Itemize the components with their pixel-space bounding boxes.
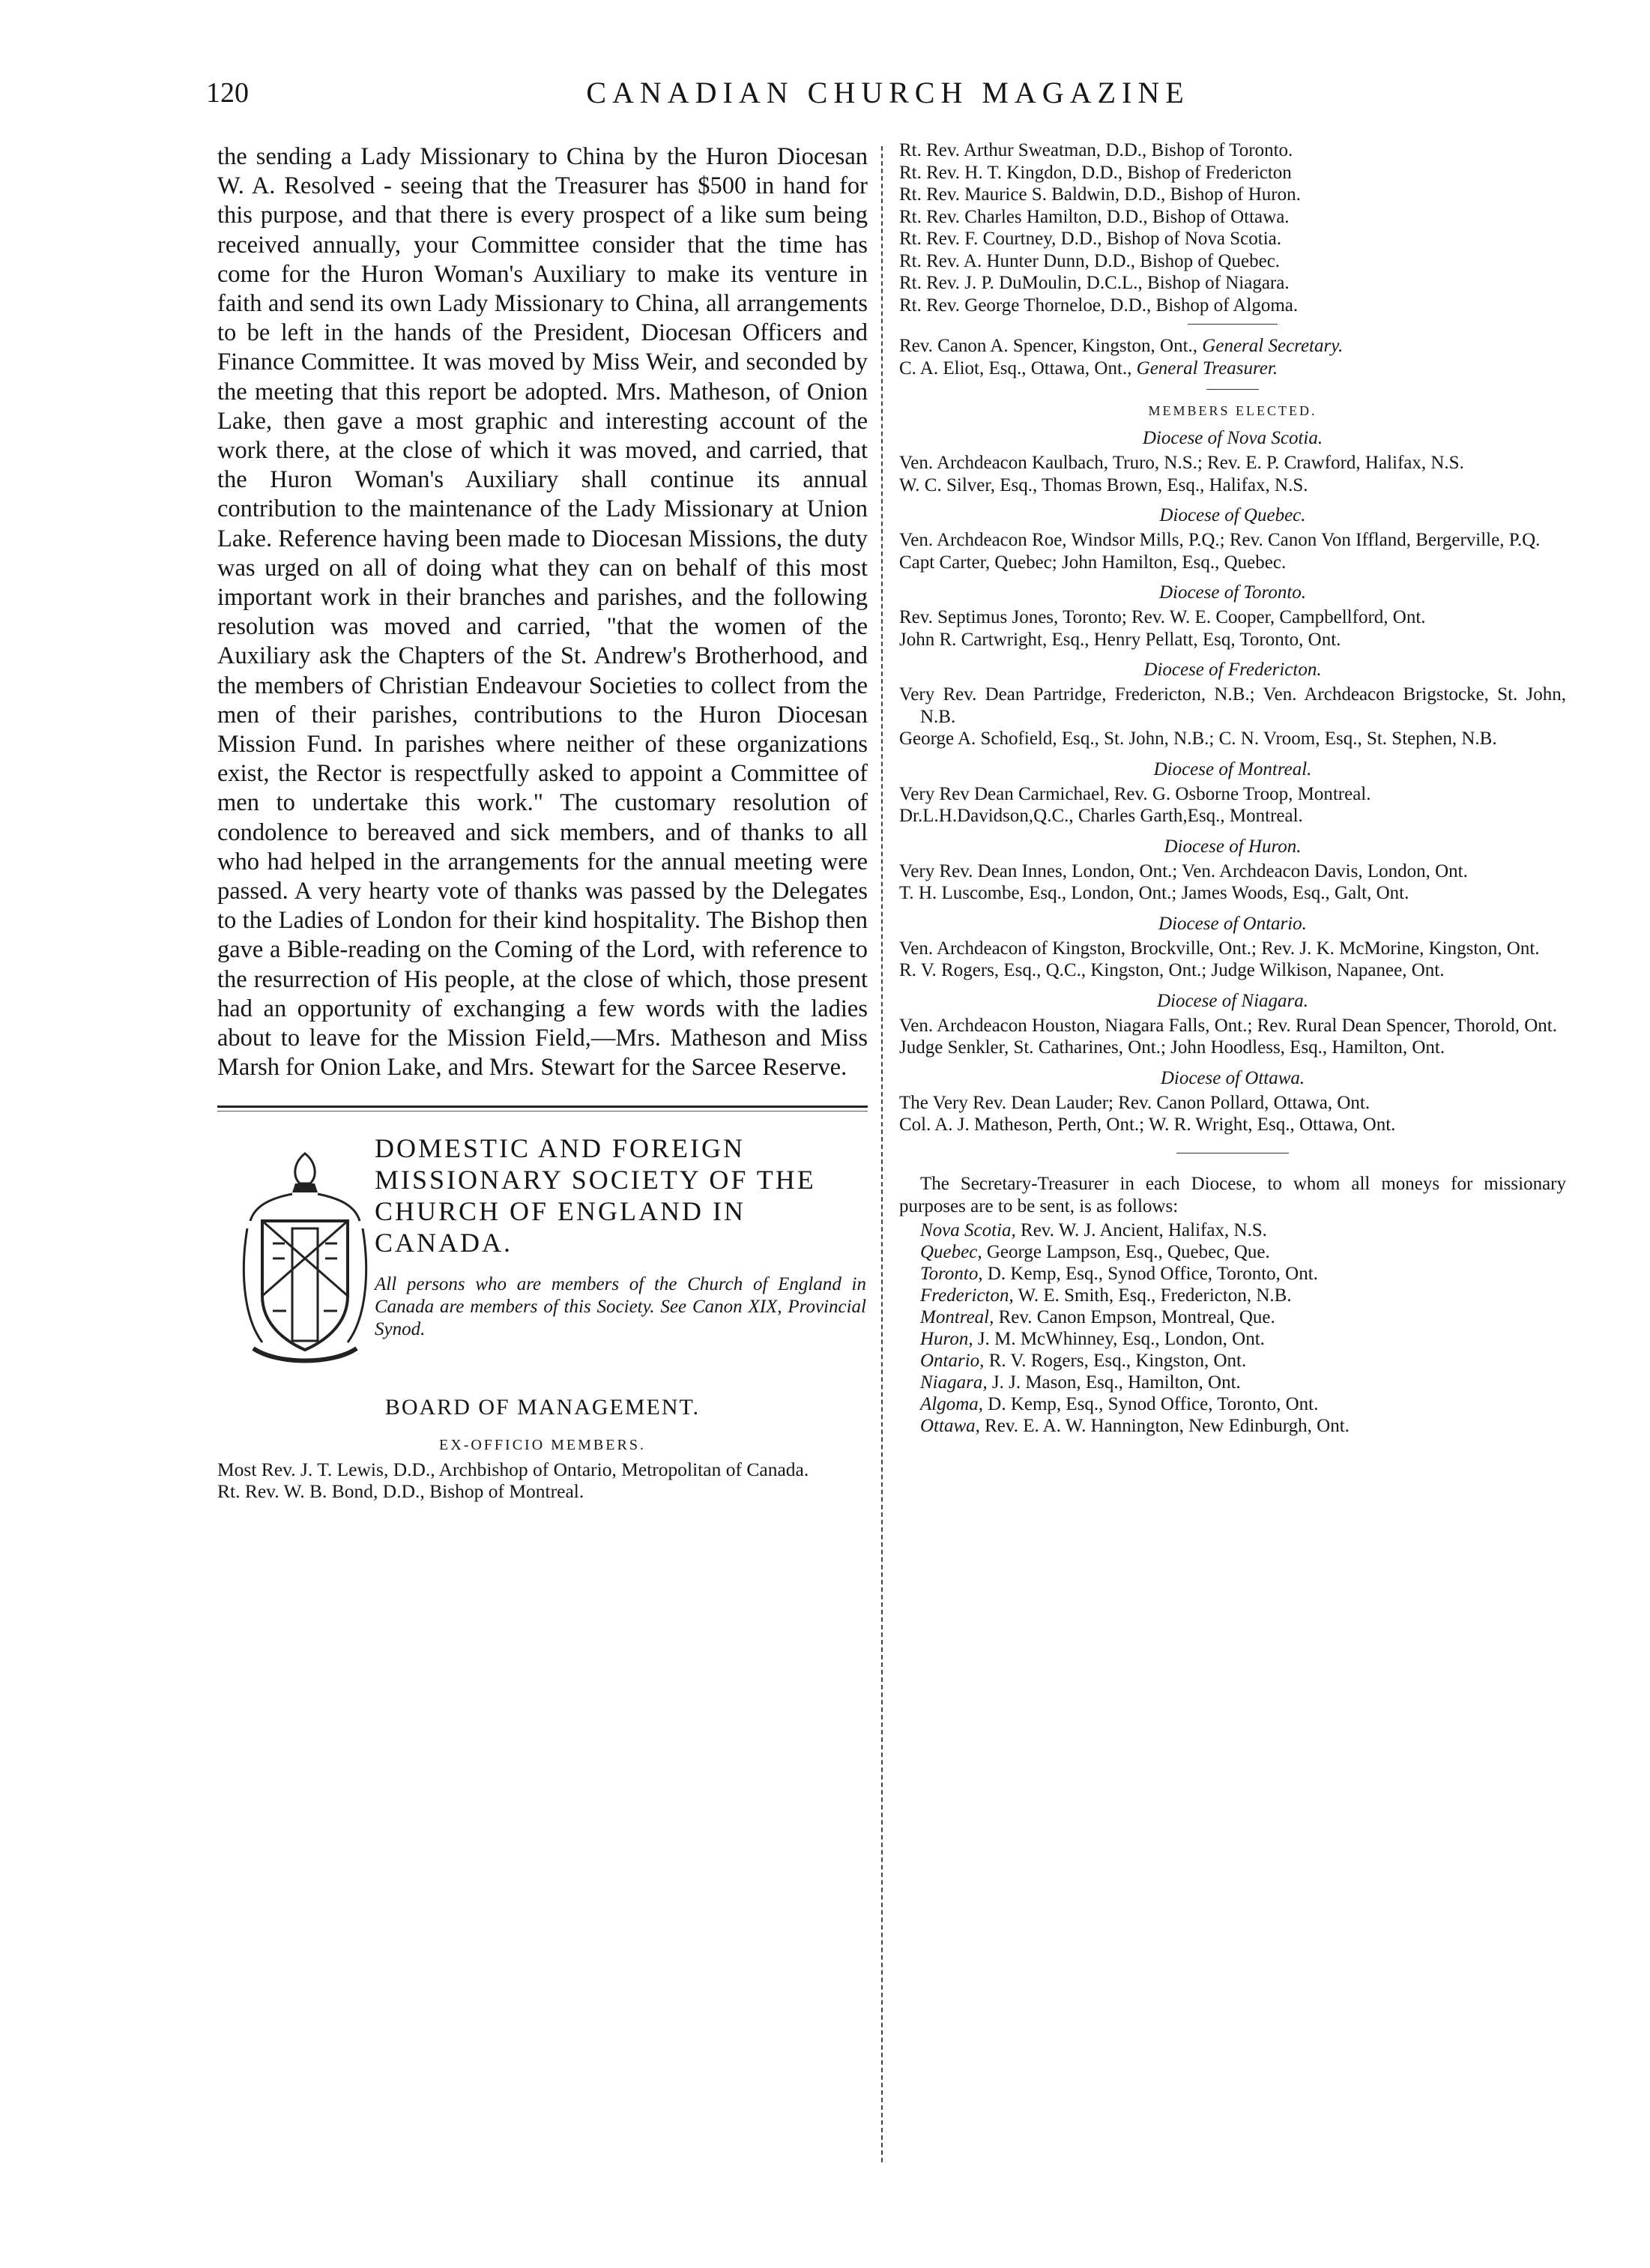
list-item: Very Rev. Dean Partridge, Fredericton, N.B.; Ven. Archdeacon Brigstocke, St. John, N.B. xyxy=(899,684,1566,727)
list-item: Nova Scotia, Rev. W. J. Ancient, Halifax, N.S. xyxy=(920,1219,1267,1240)
board-heading: BOARD OF MANAGEMENT. xyxy=(384,1394,701,1420)
diocese-section-ottawa xyxy=(899,1068,1566,1136)
list-item: Very Rev. Dean Innes, London, Ont.; Ven. Archdeacon Davis, London, Ont. xyxy=(899,860,1468,881)
diocese-name: Diocese of Quebec. xyxy=(1159,505,1306,525)
list-item: The Very Rev. Dean Lauder; Rev. Canon Pollard, Ottawa, Ont. xyxy=(899,1092,1371,1113)
secretary-treasurers-list xyxy=(899,1219,1566,1437)
general-secretary xyxy=(899,335,1566,358)
divider xyxy=(1206,389,1259,390)
ex-officio-heading: EX-OFFICIO MEMBERS. xyxy=(439,1436,646,1453)
ex-officio-list-left xyxy=(217,1459,868,1503)
diocese-section-quebec xyxy=(899,505,1566,573)
running-title: CANADIAN CHURCH MAGAZINE xyxy=(586,76,1190,109)
general-treasurer xyxy=(899,358,1566,380)
list-item: Rev. Septimus Jones, Toronto; Rev. W. E. Cooper, Campbellford, Ont. xyxy=(899,607,1426,627)
list-item: George A. Schofield, Esq., St. John, N.B.; C. N. Vroom, Esq., St. Stephen, N.B. xyxy=(899,729,1497,749)
list-item: Very Rev Dean Carmichael, Rev. G. Osborne Troop, Montreal. xyxy=(899,783,1371,804)
section-rule xyxy=(217,1106,868,1112)
list-item: Toronto, D. Kemp, Esq., Synod Office, Toronto, Ont. xyxy=(920,1263,1318,1284)
page-header xyxy=(206,72,1570,117)
list-item: R. V. Rogers, Esq., Q.C., Kingston, Ont.; Judge Wilkison, Napanee, Ont. xyxy=(899,960,1445,980)
list-item: W. C. Silver, Esq., Thomas Brown, Esq., Halifax, N.S. xyxy=(899,474,1308,495)
column-divider xyxy=(881,146,883,2162)
list-item: Rt. Rev. A. Hunter Dunn, D.D., Bishop of Quebec. xyxy=(899,250,1281,271)
diocese-section-ontario xyxy=(899,914,1566,982)
general-treasurer-role: General Treasurer. xyxy=(1136,358,1278,378)
diocese-name: Diocese of Ottawa. xyxy=(1160,1067,1305,1088)
list-item: Rt. Rev. Arthur Sweatman, D.D., Bishop of Toronto. xyxy=(899,140,1293,160)
list-item: Judge Senkler, St. Catharines, Ont.; John Hoodless, Esq., Hamilton, Ont. xyxy=(899,1037,1445,1058)
right-column xyxy=(899,139,1566,1437)
list-item: Rt. Rev. J. P. DuMoulin, D.C.L., Bishop of Niagara. xyxy=(899,273,1290,293)
list-item: Quebec, George Lampson, Esq., Quebec, Que. xyxy=(920,1241,1270,1262)
diocese-section-niagara xyxy=(899,991,1566,1059)
general-secretary-role: General Secretary. xyxy=(1202,336,1344,356)
ex-officio-list-right xyxy=(899,139,1566,316)
list-item: Rt. Rev. W. B. Bond, D.D., Bishop of Montreal. xyxy=(217,1480,584,1502)
list-item: Montreal, Rev. Canon Empson, Montreal, Que. xyxy=(920,1306,1275,1327)
diocese-section-toronto xyxy=(899,582,1566,651)
diocese-section-montreal xyxy=(899,759,1566,827)
secretary-treasurers-intro: The Secretary-Treasurer in each Diocese, to whom all moneys for missionary purposes are to be sent, is as follows: xyxy=(899,1173,1566,1216)
diocese-name: Diocese of Fredericton. xyxy=(1143,660,1322,680)
list-item: Rt. Rev. Maurice S. Baldwin, D.D., Bishop of Huron. xyxy=(899,184,1301,205)
diocese-name: Diocese of Toronto. xyxy=(1158,582,1307,603)
society-title: DOMESTIC AND FOREIGN MISSIONARY SOCIETY OF THE CHURCH OF ENGLAND IN CANADA. xyxy=(375,1133,816,1258)
list-item: Huron, J. M. McWhinney, Esq., London, Ont. xyxy=(920,1328,1265,1349)
list-item: Ven. Archdeacon Kaulbach, Truro, N.S.; Rev. E. P. Crawford, Halifax, N.S. xyxy=(899,453,1464,473)
page-number: 120 xyxy=(206,77,249,109)
society-crest-icon xyxy=(240,1146,371,1371)
diocese-name: Diocese of Ontario. xyxy=(1158,913,1307,934)
diocese-name: Diocese of Nova Scotia. xyxy=(1142,428,1323,448)
diocese-section-huron xyxy=(899,836,1566,905)
list-item: Rt. Rev. Charles Hamilton, D.D., Bishop of Ottawa. xyxy=(899,206,1290,227)
list-item: Dr.L.H.Davidson,Q.C., Charles Garth,Esq., Montreal. xyxy=(899,806,1303,826)
left-column xyxy=(217,142,868,1503)
members-elected-heading: MEMBERS ELECTED. xyxy=(1148,403,1317,418)
divider xyxy=(1188,324,1278,325)
list-item: Ontario, R. V. Rogers, Esq., Kingston, Ont. xyxy=(920,1350,1247,1371)
general-treasurer-name: C. A. Eliot, Esq., Ottawa, Ont., xyxy=(899,358,1132,378)
society-header xyxy=(217,1133,868,1380)
list-item: Ven. Archdeacon Roe, Windsor Mills, P.Q.; Rev. Canon Von Iffland, Bergerville, P.Q. xyxy=(899,530,1541,550)
diocese-section-fredericton xyxy=(899,660,1566,750)
list-item: John R. Cartwright, Esq., Henry Pellatt, Esq, Toronto, Ont. xyxy=(899,629,1341,650)
diocese-name: Diocese of Huron. xyxy=(1164,836,1302,857)
list-item: Ottawa, Rev. E. A. W. Hannington, New Edinburgh, Ont. xyxy=(920,1415,1350,1436)
list-item: Rt. Rev. F. Courtney, D.D., Bishop of Nova Scotia. xyxy=(899,229,1282,249)
general-secretary-name: Rev. Canon A. Spencer, Kingston, Ont., xyxy=(899,336,1198,356)
list-item: Niagara, J. J. Mason, Esq., Hamilton, Ont. xyxy=(920,1372,1241,1393)
list-item: Fredericton, W. E. Smith, Esq., Fredericton, N.B. xyxy=(920,1285,1292,1306)
list-item: Rt. Rev. H. T. Kingdon, D.D., Bishop of Fredericton xyxy=(899,162,1292,183)
list-item: Capt Carter, Quebec; John Hamilton, Esq., Quebec. xyxy=(899,552,1287,573)
diocese-name: Diocese of Montreal. xyxy=(1153,758,1312,779)
list-item: Algoma, D. Kemp, Esq., Synod Office, Toronto, Ont. xyxy=(920,1393,1319,1414)
list-item: Ven. Archdeacon of Kingston, Brockville, Ont.; Rev. J. K. McMorine, Kingston, Ont. xyxy=(899,938,1540,959)
list-item: T. H. Luscombe, Esq., London, Ont.; James Woods, Esq., Galt, Ont. xyxy=(899,883,1409,903)
article-paragraph: the sending a Lady Missionary to China by the Huron Diocesan W. A. Resolved - seeing that the Treasurer has $500 in hand for this purpose, and that there is every prospect of a like sum being received annually, your Committee consider that the time has come for the Huron Woman's Auxiliary to make its venture in faith and send its own Lady Missionary to China, all arrangements to be left in the hands of the President, Diocesan Officers and Finance Committee. It was moved by Miss Weir, and seconded by the meeting that this report be adopted. Mrs. Matheson, of Onion Lake, then gave a most graphic and interesting account of the work there, at the close of which it was moved, and carried, that the Huron Woman's Auxiliary shall continue its annual contribution to the maintenance of the Lady Missionary at Union Lake. Reference having been made to Diocesan Missions, the duty was urged on all of doing what they can on behalf of this most important work in their branches and parishes, and the following resolution was moved and carried, "that the women of the Auxiliary ask the Chapters of the St. Andrew's Brotherhood, and the members of Christian Endeavour Societies to collect from the men of their parishes, contributions to the Huron Diocesan Mission Fund. In parishes where neither of these organizations exist, the Rector is respectfully asked to appoint a Committee of men to undertake this work." The customary resolution of condolence to bereaved and sick members, and of thanks to all who had helped in the arrangements for the annual meeting were passed. A very hearty vote of thanks was passed by the Delegates to the Ladies of London for their kind hospitality. The Bishop then gave a Bible-reading on the Coming of the Lord, with reference to the resurrection of His people, at the close of which, those present had an opportunity of exchanging a few words with the ladies about to leave for the Mission Field,—Mrs. Matheson and Miss Marsh for Onion Lake, and Mrs. Stewart for the Sarcee Reserve. xyxy=(217,143,868,1082)
list-item: Col. A. J. Matheson, Perth, Ont.; W. R. Wright, Esq., Ottawa, Ont. xyxy=(899,1115,1396,1135)
diocese-name: Diocese of Niagara. xyxy=(1156,990,1309,1011)
diocese-section-nova-scotia xyxy=(899,428,1566,496)
list-item: Ven. Archdeacon Houston, Niagara Falls, Ont.; Rev. Rural Dean Spencer, Thorold, Ont. xyxy=(899,1015,1557,1036)
society-membership-note: All persons who are members of the Church of England in Canada are members of this Society. See Canon XIX, Provincial Synod. xyxy=(375,1273,866,1339)
list-item: Rt. Rev. George Thorneloe, D.D., Bishop of Algoma. xyxy=(899,295,1299,316)
list-item: Most Rev. J. T. Lewis, D.D., Archbishop of Ontario, Metropolitan of Canada. xyxy=(217,1458,809,1480)
